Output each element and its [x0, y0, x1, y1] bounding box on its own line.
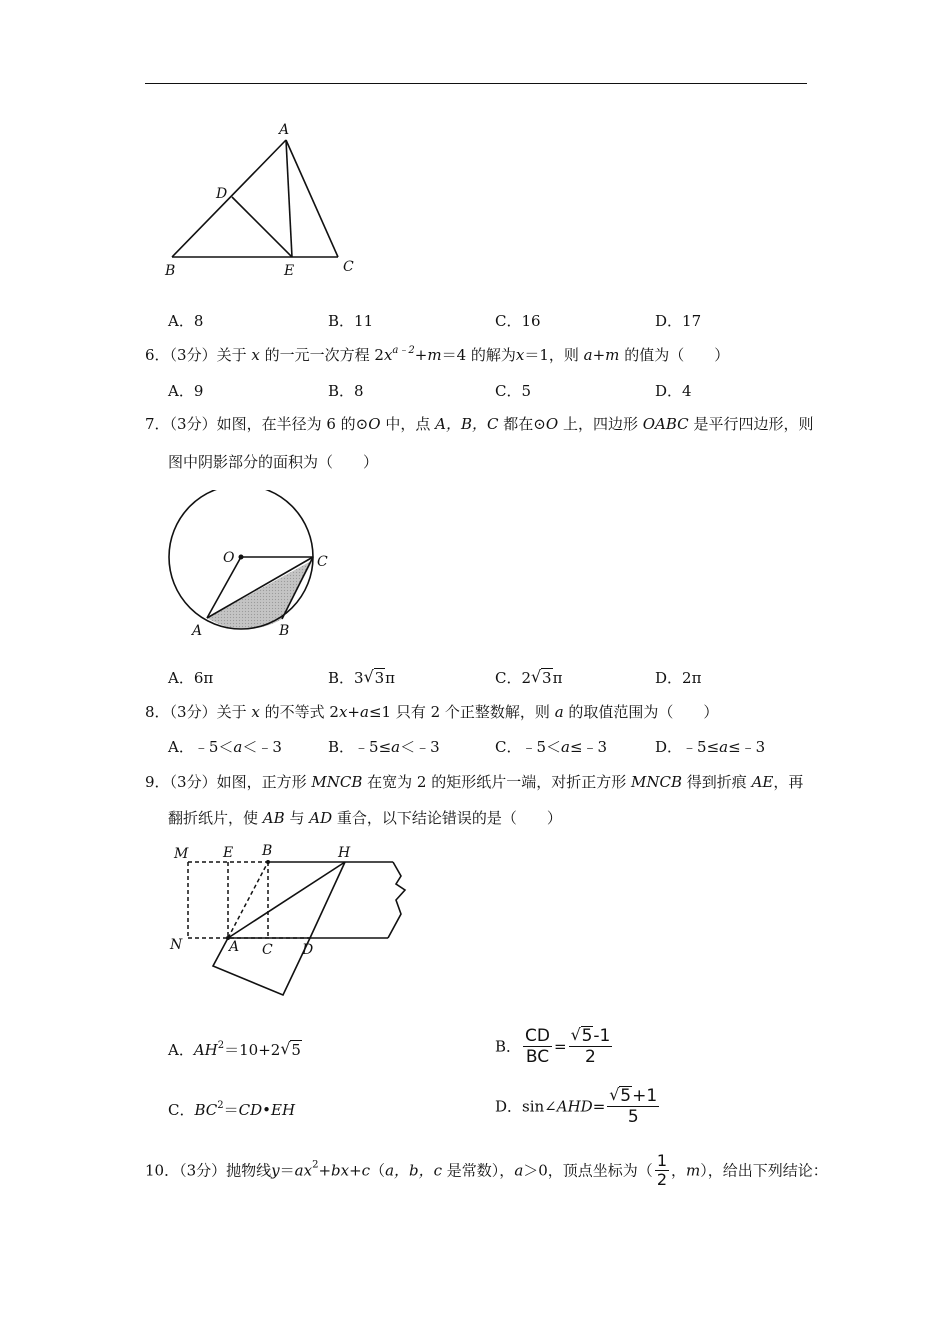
- q6-option-c: C．5: [495, 382, 532, 400]
- q9-fold-figure: [165, 838, 415, 1003]
- q9-label-e: E: [223, 845, 234, 861]
- q5-option-c: C．16: [495, 312, 541, 330]
- q5-label-b: B: [165, 263, 176, 279]
- q9-stem-line1: 9．（3分）如图，正方形 MNCB 在宽为 2 的矩形纸片一端，对折正方形 MNCB 得到折痕 AE，再: [145, 773, 804, 791]
- q9-torn-edge: [388, 862, 405, 938]
- q9-stem-line2: 翻折纸片，使 AB 与 AD 重合，以下结论错误的是（ ）: [168, 809, 562, 827]
- q7-center-point: [239, 555, 244, 560]
- q7-shaded-region: [207, 560, 313, 629]
- q5-label-d: D: [216, 186, 228, 202]
- q7-label-b: B: [279, 623, 290, 639]
- q9-label-b: B: [262, 843, 273, 859]
- q7-label-a: A: [192, 623, 203, 639]
- q5-seg-ac: [286, 140, 338, 257]
- q10-stem: 10．（3分）抛物线$y=ax^2+bx+c(a$，b，c 是常数），a＞0，顶点坐标为（ $\frac{1}{2}$ ，m），给出下列结论：: [145, 1151, 828, 1189]
- q6-option-a: A．9: [168, 382, 204, 400]
- q8-option-d: D．﹣5≤a≤﹣3: [655, 738, 766, 756]
- q7-label-c: C: [317, 554, 328, 570]
- q6-option-b: B．8: [328, 382, 364, 400]
- q5-option-a: A．8: [168, 312, 204, 330]
- q5-label-c: C: [343, 259, 354, 275]
- q6-option-d: D．4: [655, 382, 692, 400]
- q9-label-n: N: [170, 937, 183, 953]
- q5-option-d: D．17: [655, 312, 702, 330]
- q6-stem: 6．（3分）关于 x 的一元一次方程 $2x^{a﹣2}+m=4$ 的解为x＝1，则 a+m 的值为（ ）: [145, 345, 730, 364]
- q9-label-m: M: [174, 846, 189, 862]
- q5-label-e: E: [284, 263, 295, 279]
- q7-option-d: D．2π: [655, 669, 702, 687]
- q7-option-c: C．2 √ 3π: [495, 667, 563, 687]
- q9-option-c: C．$BC^2=CD•EH$: [168, 1100, 296, 1119]
- q7-stem-line1: 7．（3分）如图，在半径为 6 的⊙O 中，点 A，B，C 都在⊙O 上，四边形 OABC 是平行四边形，则: [145, 415, 814, 433]
- q9-dash-ab: [228, 862, 268, 938]
- q5-label-a: A: [279, 122, 290, 138]
- q9-option-b: B． $\frac{CD}{BC}$ = √ 5-1 2: [495, 1025, 611, 1067]
- q9-label-h: H: [338, 845, 351, 861]
- q5-option-b: B．11: [328, 312, 374, 330]
- q7-option-b: B．3 √ 3π: [328, 667, 395, 687]
- q8-option-b: B．﹣5≤a＜﹣3: [328, 738, 440, 756]
- q7-circle-figure: [160, 490, 340, 640]
- q5-triangle-figure: [160, 118, 370, 283]
- q7-label-o: O: [223, 550, 235, 566]
- q9-label-a: A: [229, 939, 240, 955]
- q7-option-a: A．6π: [168, 669, 214, 687]
- q8-option-a: A．﹣5＜a＜﹣3: [168, 738, 282, 756]
- header-rule: [145, 83, 807, 84]
- q5-seg-ab: [172, 140, 286, 257]
- q9-label-c: C: [262, 942, 273, 958]
- q9-label-d: D: [302, 942, 314, 958]
- q5-seg-ae: [286, 140, 292, 257]
- q9-point-b: [266, 860, 270, 864]
- q9-option-a: A．$AH^2=10+2$ √ 5: [168, 1039, 301, 1059]
- q8-option-c: C．﹣5＜a≤﹣3: [495, 738, 608, 756]
- q7-stem-line2: 图中阴影部分的面积为（ ）: [168, 453, 379, 471]
- q9-option-d: D．sin∠AHD= √ 5+1 5: [495, 1085, 658, 1127]
- q8-stem: 8．（3分）关于 x 的不等式 2x+a≤1 只有 2 个正整数解，则 a 的取值范围为（ ）: [145, 703, 719, 721]
- q5-seg-de: [232, 197, 292, 257]
